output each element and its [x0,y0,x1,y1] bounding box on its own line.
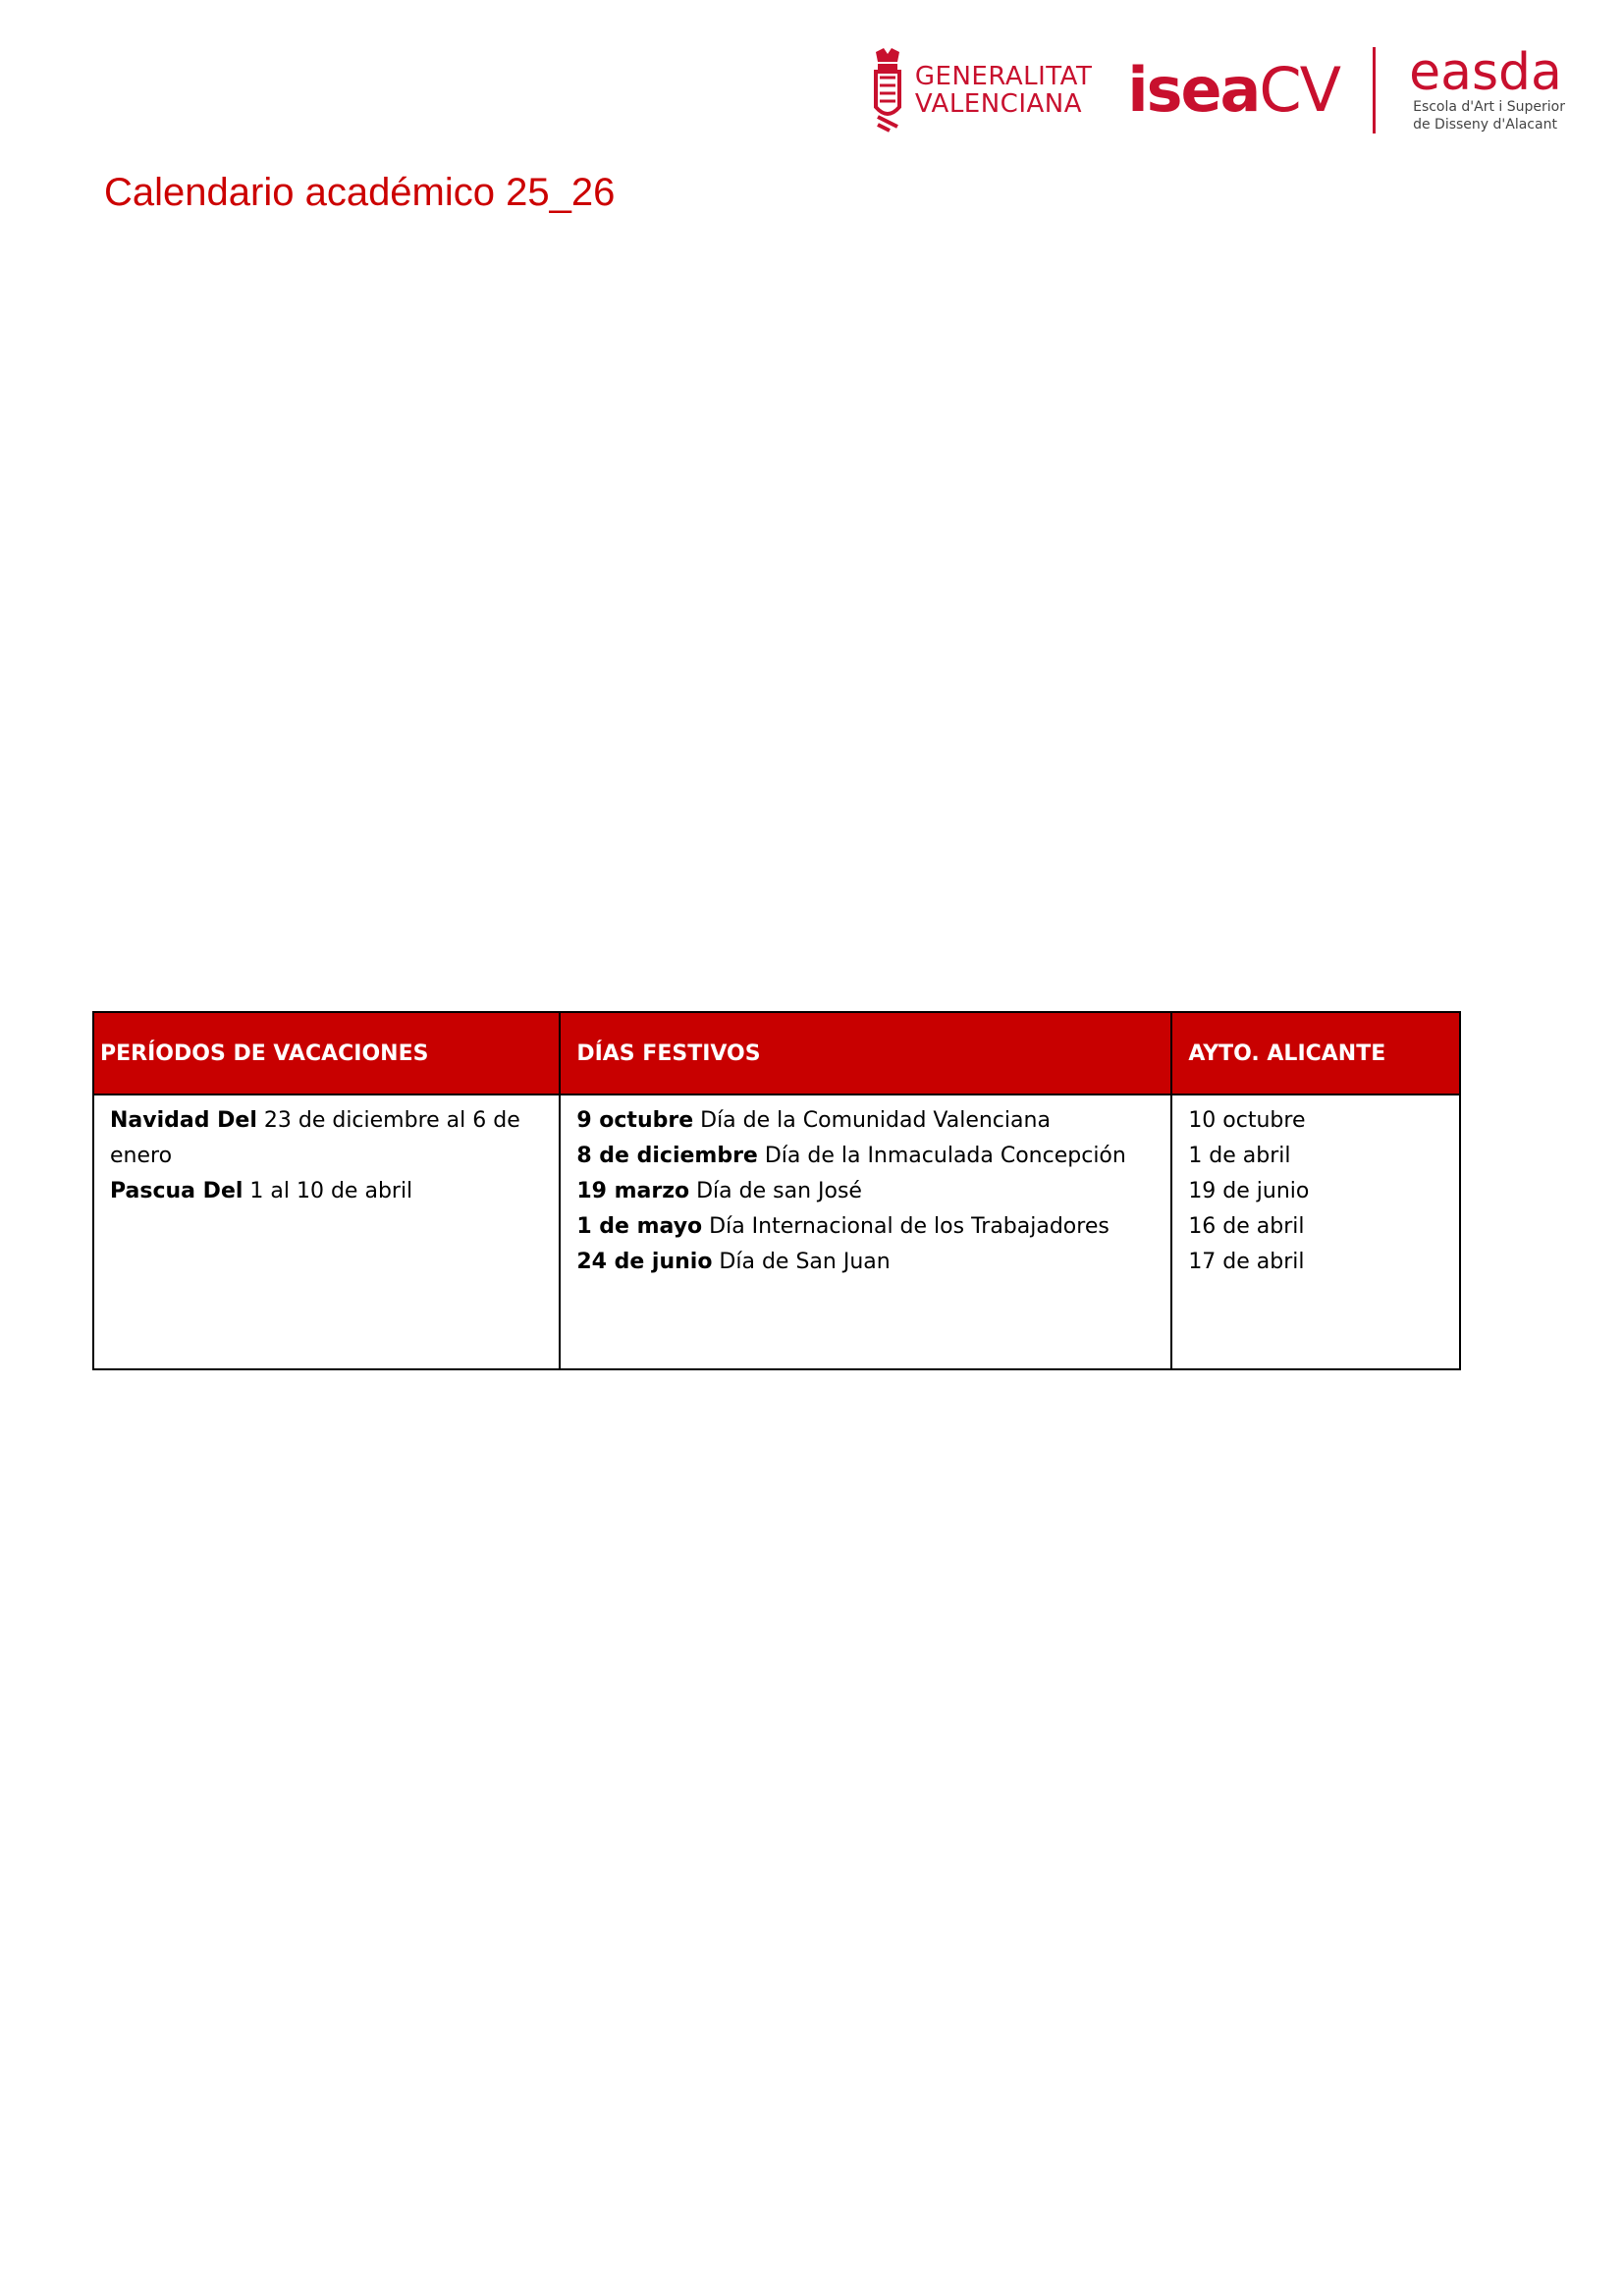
generalitat-shield-icon [870,48,905,133]
cv-text: CV [1259,54,1340,126]
generalitat-logo [870,48,1092,133]
iseacv-logo [1127,54,1340,126]
calendar-table [92,1011,1461,1370]
header-ayto: AYTO. ALICANTE [1171,1012,1460,1095]
page-title: Calendario académico 25_26 [104,171,616,214]
table-row [93,1095,1460,1369]
ayto-item: 16 de abril [1188,1214,1305,1239]
festivo-item: 24 de junio Día de San Juan [576,1250,891,1274]
logo-divider [1373,47,1376,133]
vacacion-pascua: Pascua Del 1 al 10 de abril [110,1179,413,1203]
gv-line2: VALENCIANA [914,89,1083,119]
easda-name: easda [1409,43,1562,102]
header-vacaciones: PERÍODOS DE VACACIONES [93,1012,560,1095]
ayto-item: 17 de abril [1188,1250,1305,1274]
easda-logo [1409,43,1565,133]
easda-sub1: Escola d'Art i Superior [1413,99,1565,115]
ayto-item: 19 de junio [1188,1179,1310,1203]
vacacion-navidad: Navidad Del 23 de diciembre al 6 de enero [110,1108,520,1168]
header-logos [870,43,1565,137]
festivo-item: 19 marzo Día de san José [576,1179,862,1203]
ayto-item: 1 de abril [1188,1144,1291,1168]
ayto-item: 10 octubre [1188,1108,1306,1133]
ayto-cell [1171,1095,1460,1369]
isea-text: isea [1127,54,1260,126]
festivo-item: 8 de diciembre Día de la Inmaculada Concepción [576,1144,1126,1168]
gv-line1: GENERALITAT [914,62,1093,91]
easda-sub2: de Disseny d'Alacant [1413,117,1557,133]
festivos-cell [560,1095,1171,1369]
festivo-item: 1 de mayo Día Internacional de los Trabajadores [576,1214,1110,1239]
table-header-row [93,1012,1460,1095]
festivo-item: 9 octubre Día de la Comunidad Valenciana [576,1108,1051,1133]
vacaciones-cell [93,1095,560,1369]
header-festivos: DÍAS FESTIVOS [560,1012,1171,1095]
